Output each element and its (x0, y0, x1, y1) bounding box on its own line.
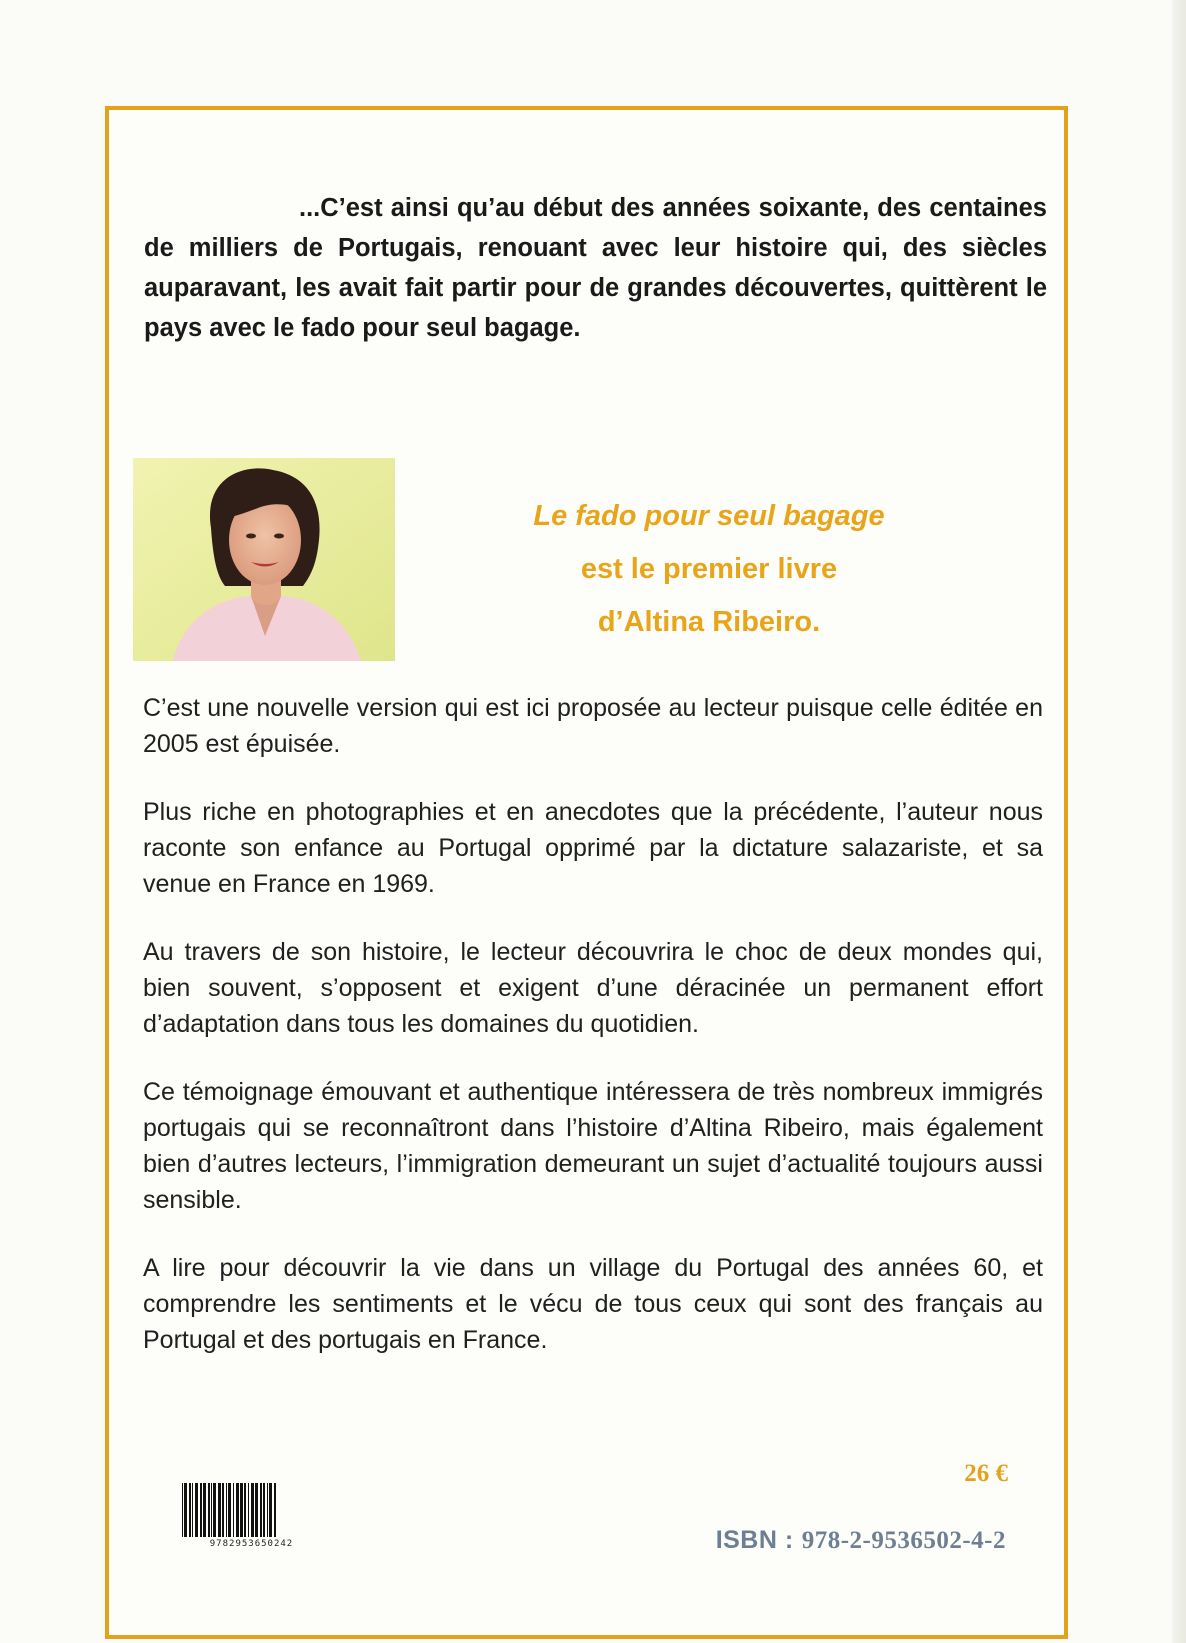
barcode-bar (218, 1483, 221, 1537)
isbn-line (716, 1526, 1006, 1555)
barcode-bar (203, 1483, 206, 1537)
barcode-bar (251, 1483, 254, 1537)
author-photo (133, 458, 395, 661)
author-portrait-icon (133, 458, 395, 661)
barcode-bar (274, 1483, 276, 1537)
barcode-bar (222, 1483, 224, 1537)
barcode-bar (208, 1483, 210, 1537)
barcode-bar (263, 1483, 265, 1537)
headline-line-3: d’Altina Ribeiro. (597, 606, 821, 638)
barcode-bar (182, 1483, 183, 1537)
cover-frame (105, 106, 1068, 1639)
barcode-bar (228, 1483, 231, 1537)
barcode-bar (192, 1483, 193, 1537)
barcode-bar (211, 1483, 212, 1537)
page-edge (1172, 0, 1186, 1643)
price-label: 26 € (964, 1460, 1008, 1487)
barcode-bar (267, 1483, 268, 1537)
barcode-bar (233, 1483, 234, 1537)
barcode-bar (244, 1483, 246, 1537)
headline (409, 490, 1009, 649)
barcode-digits: 9782953650242 (209, 1539, 294, 1549)
barcode-bar (248, 1483, 249, 1537)
barcode-bar (260, 1483, 262, 1537)
barcode-icon (179, 1483, 324, 1539)
barcode-bar (255, 1483, 258, 1537)
barcode-bar (189, 1483, 191, 1537)
barcode (179, 1483, 324, 1553)
barcode-bar (269, 1483, 272, 1537)
description-paragraph-1: C’est une nouvelle version qui est ici proposée au lecteur puisque celle éditée en 2005 est épuisée. (143, 694, 1043, 758)
barcode-bar (195, 1483, 198, 1537)
description-paragraph-3: Au travers de son histoire, le lecteur découvrira le choc de deux mondes qui, bien souvent, s’opposent et exigent d’une déracinée un permanent effort d’adaptation dans tous les domaines du quotidien. (143, 938, 1043, 1038)
barcode-bar (213, 1483, 216, 1537)
description-body (143, 690, 1043, 1390)
headline-book-title: Le fado pour seul bagage (533, 500, 885, 532)
barcode-bar (184, 1483, 187, 1537)
barcode-bar (240, 1483, 243, 1537)
description-paragraph-5: A lire pour découvrir la vie dans un village du Portugal des années 60, et comprendre les sentiments et le vécu de tous ceux qui sont des français au Portugal et des portugais en France. (143, 1254, 1043, 1354)
barcode-bar (236, 1483, 239, 1537)
headline-line-2: est le premier livre (580, 553, 838, 585)
barcode-bar (226, 1483, 227, 1537)
description-paragraph-2: Plus riche en photographies et en anecdotes que la précédente, l’auteur nous raconte son enfance au Portugal opprimé par la dictature salazariste, et sa venue en France en 1969. (143, 798, 1043, 898)
description-paragraph-4: Ce témoignage émouvant et authentique intéressera de très nombreux immigrés portugais qui se reconnaîtront dans l’histoire d’Altina Ribeiro, mais également bien d’autres lecteurs, l’immigration demeurant un sujet d’actualité toujours aussi sensible. (143, 1078, 1043, 1214)
isbn-label: ISBN : (715, 1526, 794, 1554)
barcode-bar (200, 1483, 202, 1537)
intro-paragraph: ...C’est ainsi qu’au début des années soixante, des centaines de milliers de Portugais, renouant avec leur histoire qui, des siècles auparavant, les avait fait partir pour de grandes découvertes, quittèrent le pays avec le fado pour seul bagage. (144, 194, 1047, 342)
isbn-number: 978-2-9536502-4-2 (801, 1527, 1006, 1554)
